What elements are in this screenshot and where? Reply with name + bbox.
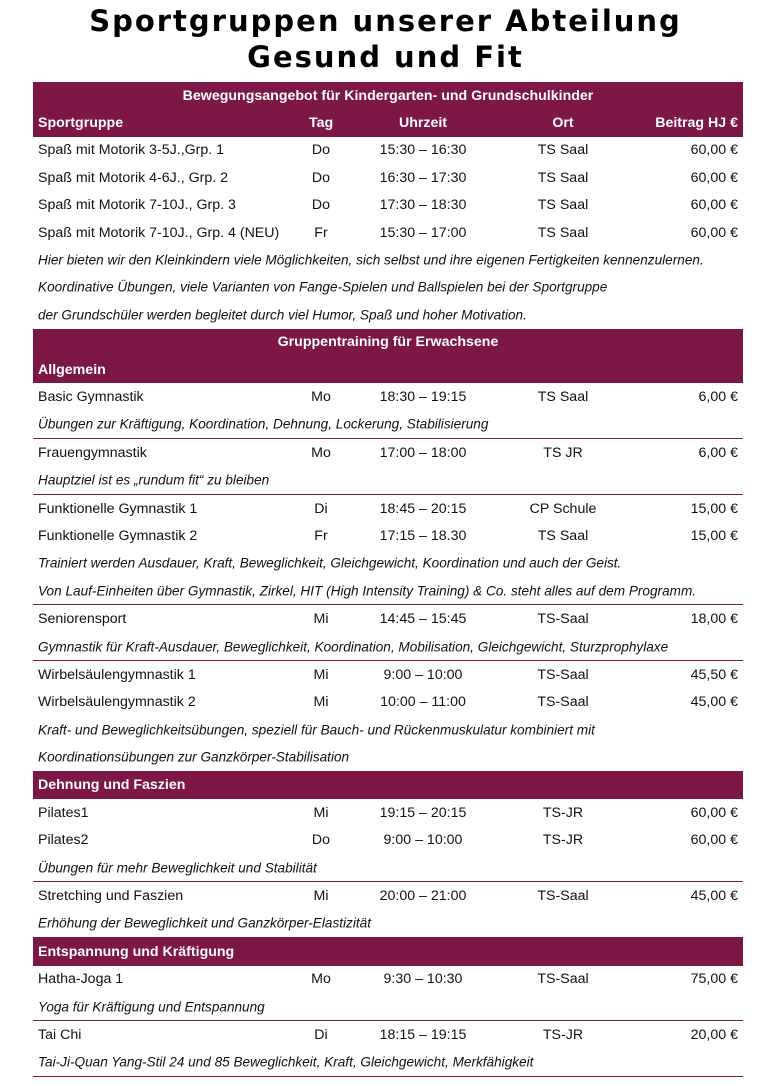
day-cell: Mi <box>313 666 329 683</box>
sport-group-name: Stretching und Faszien <box>38 888 184 905</box>
location-cell: TS-Saal <box>537 666 589 683</box>
sport-group-name: Funktionelle Gymnastik 2 <box>38 527 198 544</box>
sport-group-name: Spaß mit Motorik 7-10J., Grp. 3 <box>38 197 236 214</box>
col-tag: Tag <box>309 115 334 132</box>
location-cell: TS-JR <box>542 832 584 849</box>
column-header-row <box>33 109 743 136</box>
table-row <box>33 164 743 191</box>
day-cell: Do <box>311 197 331 214</box>
description-row <box>33 910 743 938</box>
table-row <box>33 689 743 716</box>
description-row <box>33 466 743 494</box>
time-cell: 17:00 – 18:00 <box>379 444 467 461</box>
description-text: Hauptziel ist es „rundum fit“ zu bleiben <box>38 472 270 488</box>
sport-group-name: Hatha-Joga 1 <box>38 971 124 988</box>
day-cell: Fr <box>314 527 328 544</box>
time-cell: 19:15 – 20:15 <box>379 804 467 821</box>
time-cell: 9:30 – 10:30 <box>383 971 463 988</box>
day-cell: Mi <box>313 694 329 711</box>
description-row <box>33 550 743 577</box>
section-header-kids <box>33 82 743 109</box>
location-cell: CP Schule <box>529 500 597 517</box>
category-title: Dehnung und Faszien <box>38 777 186 794</box>
sport-group-name: Seniorensport <box>38 611 127 628</box>
description-row <box>33 716 743 743</box>
col-beitrag: Beitrag HJ € <box>655 115 738 132</box>
fee-cell: 15,00 € <box>690 527 738 544</box>
location-cell: TS Saal <box>537 224 589 241</box>
description-text: Übungen zur Kräftigung, Koordination, Dehnung, Lockerung, Stabilisierung <box>38 416 489 432</box>
fee-cell: 75,00 € <box>690 971 738 988</box>
col-sportgruppe: Sportgruppe <box>38 115 124 132</box>
description-text: Yoga für Kräftigung und Entspannung <box>38 999 265 1015</box>
location-cell: TS Saal <box>537 388 589 405</box>
page-title: Sportgruppen unserer Abteilung <box>89 4 682 38</box>
fee-cell: 60,00 € <box>690 197 738 214</box>
day-cell: Mi <box>313 611 329 628</box>
category-title: Allgemein <box>38 361 106 378</box>
fee-cell: 60,00 € <box>690 169 738 186</box>
sport-group-name: Pilates2 <box>38 832 89 849</box>
description-row <box>33 854 743 882</box>
time-cell: 17:15 – 18.30 <box>379 527 467 544</box>
schedule-table <box>33 82 743 1077</box>
table-row <box>33 192 743 219</box>
time-cell: 18:45 – 20:15 <box>379 500 467 517</box>
time-cell: 15:30 – 16:30 <box>379 142 467 159</box>
description-text: Tai-Ji-Quan Yang-Stil 24 und 85 Beweglichkeit, Kraft, Gleichgewicht, Merkfähigkeit <box>38 1054 534 1070</box>
time-cell: 18:15 – 19:15 <box>379 1026 467 1043</box>
description-text: Trainiert werden Ausdauer, Kraft, Beweglichkeit, Gleichgewicht, Koordination und auch der Geist. <box>38 555 622 571</box>
fee-cell: 6,00 € <box>698 444 738 461</box>
day-cell: Do <box>311 169 331 186</box>
location-cell: TS-JR <box>542 1026 584 1043</box>
section-heading: Bewegungsangebot für Kindergarten- und Grundschulkinder <box>182 87 594 104</box>
fee-cell: 60,00 € <box>690 804 738 821</box>
day-cell: Fr <box>314 224 328 241</box>
category-header <box>33 356 743 383</box>
sport-group-name: Basic Gymnastik <box>38 388 144 405</box>
fee-cell: 45,00 € <box>690 694 738 711</box>
description-text: Hier bieten wir den Kleinkindern viele Möglichkeiten, sich selbst und ihre eigenen Fertigkeiten kennenzulernen. <box>38 252 704 268</box>
day-cell: Mi <box>313 804 329 821</box>
location-cell: TS Saal <box>537 142 589 159</box>
location-cell: TS-Saal <box>537 971 589 988</box>
time-cell: 16:30 – 17:30 <box>379 169 467 186</box>
sport-group-name: Frauengymnastik <box>38 444 147 461</box>
day-cell: Di <box>314 1026 328 1043</box>
description-row <box>33 993 743 1021</box>
day-cell: Mo <box>311 444 331 461</box>
table-row <box>33 661 743 688</box>
table-row <box>33 383 743 410</box>
table-row <box>33 1021 743 1048</box>
table-row <box>33 799 743 826</box>
sport-group-name: Tai Chi <box>38 1026 82 1043</box>
description-text: Koordinationsübungen zur Ganzkörper-Stabilisation <box>38 749 350 765</box>
table-row <box>33 137 743 164</box>
section-heading: Gruppentraining für Erwachsene <box>277 334 499 351</box>
location-cell: TS-Saal <box>537 888 589 905</box>
fee-cell: 18,00 € <box>690 611 738 628</box>
description-row <box>33 274 743 301</box>
table-row <box>33 966 743 993</box>
location-cell: TS-Saal <box>537 611 589 628</box>
sport-group-name: Wirbelsäulengymnastik 1 <box>38 666 196 683</box>
description-text: Von Lauf-Einheiten über Gymnastik, Zirkel, HIT (High Intensity Training) & Co. steht alles auf dem Programm. <box>38 583 697 599</box>
description-text: Gymnastik für Kraft-Ausdauer, Beweglichkeit, Koordination, Mobilisation, Gleichgewicht, Sturzprophylaxe <box>38 639 669 654</box>
sport-group-name: Pilates1 <box>38 804 89 821</box>
table-row <box>33 827 743 854</box>
description-row <box>33 246 743 273</box>
section-header-adults <box>33 329 743 356</box>
location-cell: TS-JR <box>542 804 584 821</box>
time-cell: 14:45 – 15:45 <box>379 611 467 628</box>
page-subtitle: Gesund und Fit <box>247 40 524 74</box>
location-cell: TS Saal <box>537 197 589 214</box>
description-row <box>33 743 743 771</box>
table-row <box>33 605 743 632</box>
sport-group-name: Wirbelsäulengymnastik 2 <box>38 694 196 711</box>
sport-group-name: Spaß mit Motorik 4-6J., Grp. 2 <box>38 169 229 186</box>
time-cell: 10:00 – 11:00 <box>380 694 466 711</box>
fee-cell: 45,50 € <box>690 666 738 683</box>
fee-cell: 6,00 € <box>698 388 738 405</box>
day-cell: Mo <box>311 971 331 988</box>
fee-cell: 15,00 € <box>690 500 738 517</box>
sport-group-name: Funktionelle Gymnastik 1 <box>38 500 198 517</box>
category-title: Entspannung und Kräftigung <box>38 943 235 960</box>
time-cell: 9:00 – 10:00 <box>383 666 463 683</box>
category-header <box>33 772 743 799</box>
description-row <box>33 301 743 328</box>
time-cell: 9:00 – 10:00 <box>383 832 463 849</box>
sport-group-name: Spaß mit Motorik 7-10J., Grp. 4 (NEU) <box>38 224 280 241</box>
time-cell: 15:30 – 17:00 <box>379 224 467 241</box>
fee-cell: 60,00 € <box>690 224 738 241</box>
col-uhrzeit: Uhrzeit <box>398 115 448 132</box>
fee-cell: 45,00 € <box>690 888 738 905</box>
location-cell: TS Saal <box>537 527 589 544</box>
description-row <box>33 1049 743 1077</box>
description-text: Koordinative Übungen, viele Varianten von Fange-Spielen und Ballspielen bei der Sportgruppe <box>38 279 608 295</box>
time-cell: 20:00 – 21:00 <box>379 888 467 905</box>
day-cell: Mi <box>313 888 329 905</box>
day-cell: Do <box>311 832 331 849</box>
location-cell: TS JR <box>543 444 583 461</box>
description-text: Kraft- und Beweglichkeitsübungen, speziell für Bauch- und Rückenmuskulatur kombiniert mit <box>38 722 595 738</box>
table-row <box>33 219 743 246</box>
fee-cell: 60,00 € <box>690 832 738 849</box>
location-cell: TS-Saal <box>537 694 589 711</box>
description-text: Übungen für mehr Beweglichkeit und Stabilität <box>38 860 317 876</box>
table-row <box>33 495 743 522</box>
fee-cell: 60,00 € <box>690 142 738 159</box>
description-text: der Grundschüler werden begleitet durch viel Humor, Spaß und hoher Motivation. <box>38 307 527 323</box>
table-row <box>33 522 743 549</box>
description-text: Erhöhung der Beweglichkeit und Ganzkörper-Elastizität <box>38 915 371 931</box>
description-row <box>33 633 743 661</box>
category-header <box>33 938 743 965</box>
description-row <box>33 577 743 605</box>
day-cell: Do <box>311 142 331 159</box>
sport-group-name: Spaß mit Motorik 3-5J.,Grp. 1 <box>38 142 225 159</box>
day-cell: Mo <box>311 388 331 405</box>
location-cell: TS Saal <box>537 169 589 186</box>
table-row <box>33 439 743 466</box>
description-row <box>33 411 743 439</box>
day-cell: Di <box>314 500 328 517</box>
col-ort: Ort <box>552 115 574 132</box>
time-cell: 18:30 – 19:15 <box>379 388 467 405</box>
fee-cell: 20,00 € <box>690 1026 738 1043</box>
table-row <box>33 882 743 909</box>
time-cell: 17:30 – 18:30 <box>379 197 467 214</box>
